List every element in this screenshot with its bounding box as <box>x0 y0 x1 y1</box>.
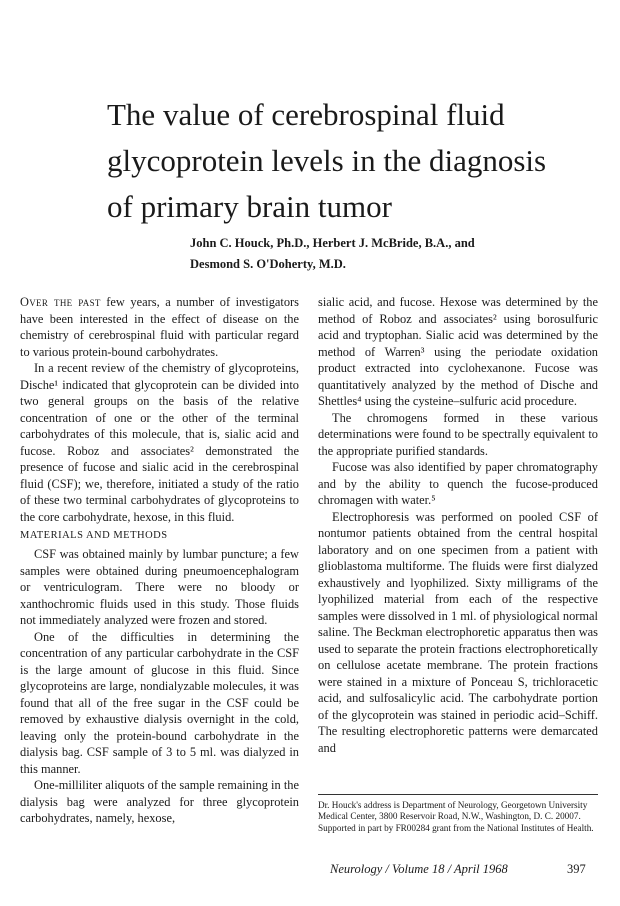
page-number: 397 <box>567 862 586 876</box>
title-line-1: The value of cerebrospinal fluid <box>107 97 505 132</box>
intro-lead: Over the past <box>20 295 101 309</box>
journal-citation: Neurology / Volume 18 / April 1968 <box>330 862 508 876</box>
paragraph-electrophoresis: Electrophoresis was performed on pooled CSF of nontumor patients obtained from the central hospital laboratory and on one specimen from a patient with glioblastoma multiforme. The fluids were first dialyzed exhaustively and lyophilized. Sixty milligrams of the lyophilized material from each of the respective samples were dissolved in 1 ml. of physiological normal saline. The Beckman electrophoretic apparatus then was used to separate the protein fractions electrophoretically on cellulose acetate membrane. The protein fractions were stained in a mixture of Ponceau S, trichloracetic acid, and sulfosalicylic acid. The carbohydrate portion of the glycoprotein was stained in periodic acid–Schiff. The resulting electrophoretic patterns were demarcated and <box>318 509 598 755</box>
paragraph-fucose: Fucose was also identified by paper chromatography and by the ability to quench the fucose-produced chromagen with water.⁵ <box>318 460 598 507</box>
paragraph-difficulties: One of the difficulties in determining the concentration of any particular carbohydrate in the CSF is the large amount of glucose in this fluid. Since glycoproteins are large, nondialyzable molecules, it was found that all of the free sugar in the CSF could be removed by exhaustive dialysis overnight in the cold, leaving only the protein-bound carbohydrate in the dialysis bag. CSF sample of 3 to 5 ml. was dialyzed in this manner. <box>20 629 299 776</box>
paragraph-csf-obtained: CSF was obtained mainly by lumbar puncture; a few samples were obtained during pneumoencephalogram or ventriculogram. There were no bloody or xanthochromic fluids used in this study. Those fluids not immediately analyzed were frozen and stored. <box>20 547 299 627</box>
left-column <box>20 294 299 827</box>
section-heading-methods: MATERIALS AND METHODS <box>20 530 168 541</box>
title-line-2: glycoprotein levels in the diagnosis <box>107 143 547 178</box>
footnote-support: Supported in part by FR00284 grant from the National Institutes of Health. <box>318 822 594 833</box>
author-list <box>190 233 570 275</box>
article-title <box>107 92 597 230</box>
intro-text: few years, a number of investigators have been interested in the effect of disease on the chemistry of cerebrospinal fluid with particular regard to various protein-bound carbohydrates. <box>20 295 299 359</box>
paragraph-aliquots: One-milliliter aliquots of the sample remaining in the dialysis bag were analyzed for three glycoprotein carbohydrates, namely, hexose, <box>20 778 299 825</box>
paragraph-hexose: sialic acid, and fucose. Hexose was determined by the method of Roboz and associates² using borosulfuric acid and tryptophan. Sialic acid was determined by the method of Warren³ using the periodate oxidation product extracted into cyclohexanone. Fucose was quantitatively analyzed by the method of Dische and Shettles⁴ using the cysteine–sulfuric acid procedure. <box>318 295 598 408</box>
page-footer <box>330 862 600 877</box>
intro-paragraph <box>20 294 299 360</box>
paragraph-chromogens: The chromogens formed in these various determinations were found to be spectrally equivalent to the appropriate purified standards. <box>318 410 598 458</box>
footnote-address: Dr. Houck's address is Department of Neurology, Georgetown University Medical Center, 3800 Reservoir Road, N.W., Washington, D. C. 20007. <box>318 800 588 822</box>
authors-line-2: Desmond S. O'Doherty, M.D. <box>190 257 346 271</box>
authors-line-1: John C. Houck, Ph.D., Herbert J. McBride, B.A., and <box>190 236 475 250</box>
title-line-3: of primary brain tumor <box>107 189 392 224</box>
paragraph-review: In a recent review of the chemistry of glycoproteins, Dische¹ indicated that glycoprotein can be divided into two general groups on the basis of the relative concentration of one or the other of the terminal carbohydrates of this molecule, that is, sialic acid and fucose. Roboz and associates² demonstrated the presence of fucose and sialic acid in the cerebrospinal fluid (CSF); we, therefore, initiated a study of the ratio of these two terminal carbohydrates of glycoproteins to the core carbohydrate, hexose, in this fluid. <box>20 361 299 524</box>
footnotes <box>318 794 598 834</box>
right-column <box>318 294 598 756</box>
